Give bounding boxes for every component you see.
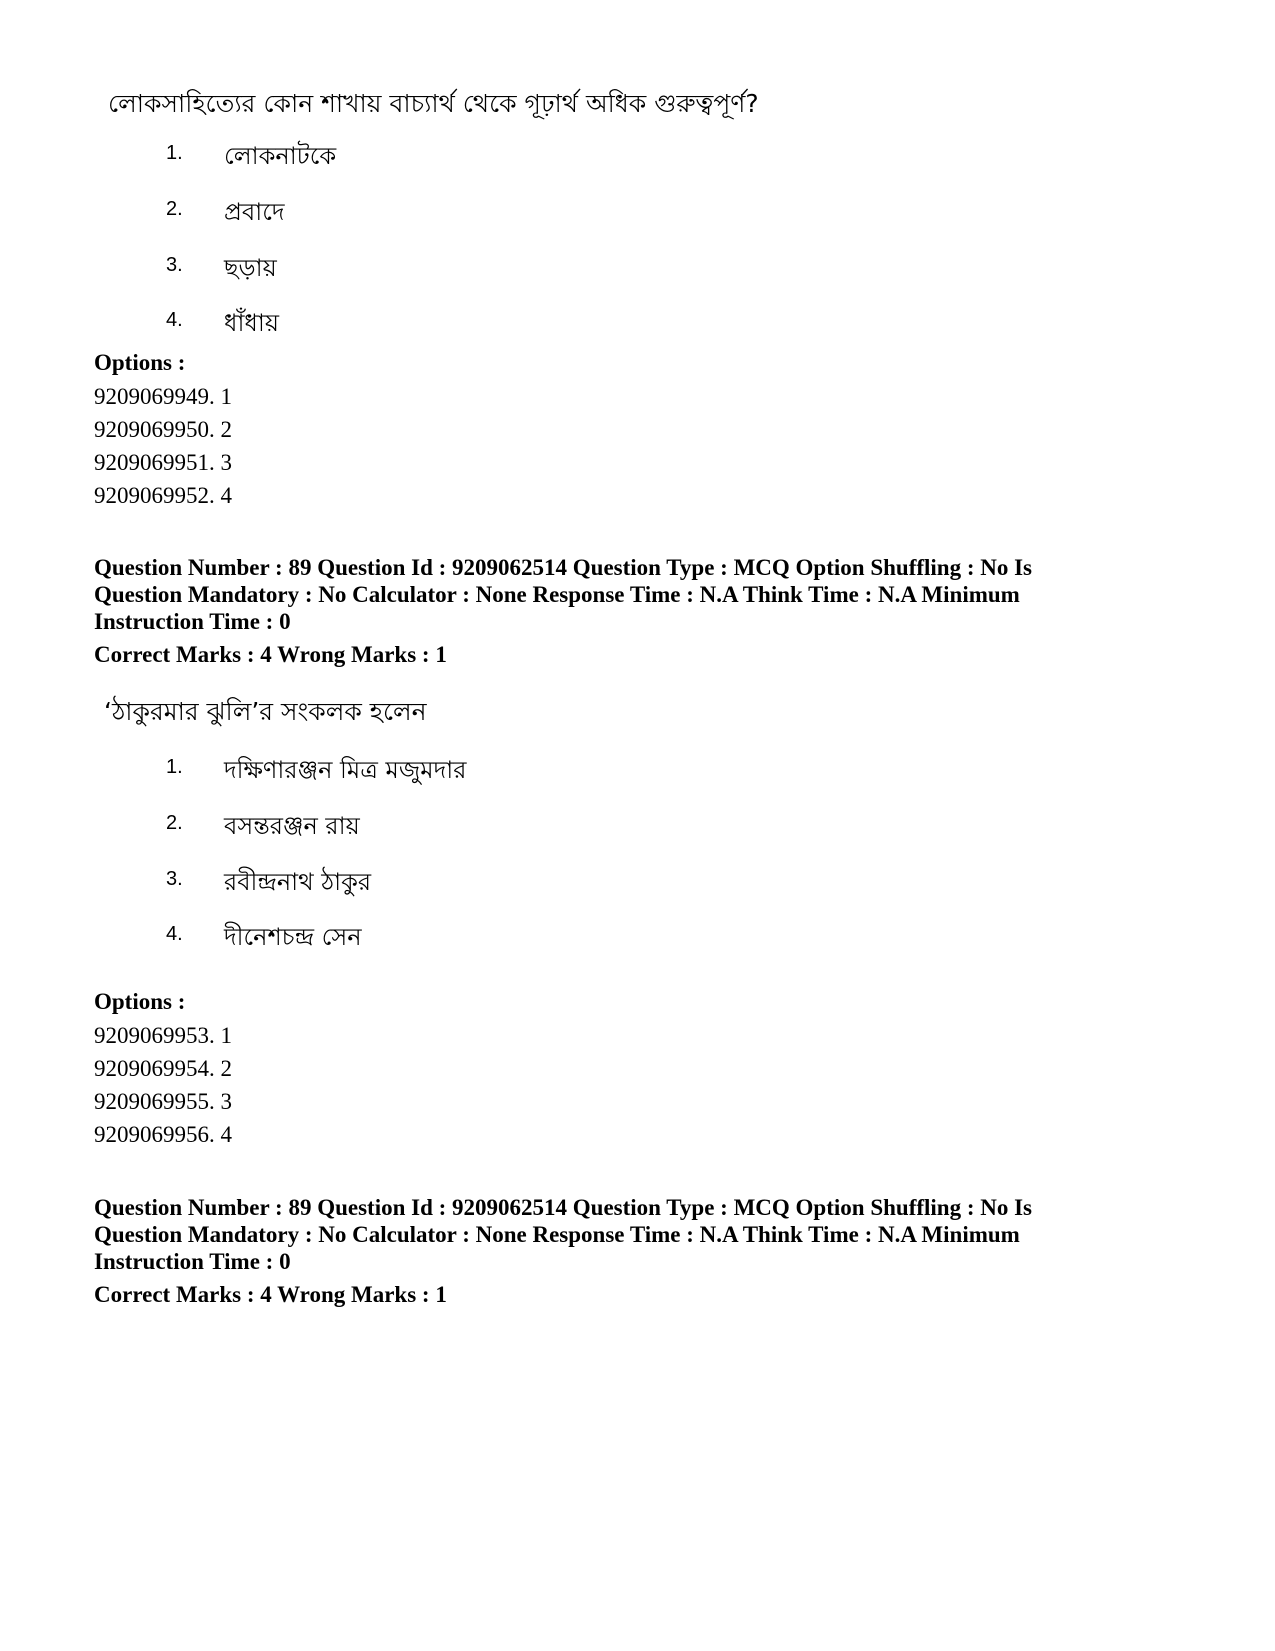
choice-number: 1. bbox=[166, 142, 183, 164]
question-meta bbox=[94, 554, 1214, 668]
choice-text: প্রবাদে bbox=[224, 198, 285, 226]
choice-number: 2. bbox=[166, 198, 183, 220]
marks-line: Correct Marks : 4 Wrong Marks : 1 bbox=[94, 642, 447, 667]
meta-line: Question Number : 89 Question Id : 9209062514 Question Type : MCQ Option Shuffling : No Is bbox=[94, 555, 1033, 580]
question-text: ‘ঠাকুরমার ঝুলি’র সংকলক হলেন bbox=[104, 697, 427, 726]
options-label: Options : bbox=[94, 350, 186, 375]
option-id: 9209069956. 4 bbox=[94, 1122, 232, 1147]
options-label: Options : bbox=[94, 989, 186, 1014]
marks-line: Correct Marks : 4 Wrong Marks : 1 bbox=[94, 1282, 447, 1307]
question-text: লোকসাহিত্যের কোন শাখায় বাচ্যার্থ থেকে গূঢ়ার্থ অধিক গুরুত্বপূর্ণ? bbox=[108, 89, 759, 118]
meta-line: Instruction Time : 0 bbox=[94, 1249, 291, 1274]
choice-number: 4. bbox=[166, 923, 183, 945]
choice-number: 2. bbox=[166, 812, 183, 834]
question-meta bbox=[94, 1194, 1214, 1308]
option-id-list bbox=[94, 1019, 232, 1151]
choice-number: 1. bbox=[166, 756, 183, 778]
option-id: 9209069952. 4 bbox=[94, 483, 232, 508]
option-id: 9209069951. 3 bbox=[94, 450, 232, 475]
choice-text: ধাঁধায় bbox=[224, 309, 279, 337]
choice-number: 3. bbox=[166, 254, 183, 276]
option-id-list bbox=[94, 380, 232, 512]
meta-line: Question Mandatory : No Calculator : None Response Time : N.A Think Time : N.A Minimum bbox=[94, 1222, 1020, 1247]
choice-number: 4. bbox=[166, 309, 183, 331]
option-id: 9209069949. 1 bbox=[94, 384, 232, 409]
choice-text: দক্ষিণারঞ্জন মিত্র মজুমদার bbox=[224, 756, 467, 784]
choice-text: লোকনাটকে bbox=[224, 142, 337, 170]
choice-text: রবীন্দ্রনাথ ঠাকুর bbox=[224, 868, 372, 896]
choice-text: বসন্তরঞ্জন রায় bbox=[224, 812, 360, 840]
meta-line: Instruction Time : 0 bbox=[94, 609, 291, 634]
meta-line: Question Number : 89 Question Id : 9209062514 Question Type : MCQ Option Shuffling : No Is bbox=[94, 1195, 1033, 1220]
choice-number: 3. bbox=[166, 868, 183, 890]
option-id: 9209069953. 1 bbox=[94, 1023, 232, 1048]
option-id: 9209069954. 2 bbox=[94, 1056, 232, 1081]
option-id: 9209069950. 2 bbox=[94, 417, 232, 442]
meta-line: Question Mandatory : No Calculator : None Response Time : N.A Think Time : N.A Minimum bbox=[94, 582, 1020, 607]
option-id: 9209069955. 3 bbox=[94, 1089, 232, 1114]
choice-text: ছড়ায় bbox=[224, 254, 277, 282]
choice-text: দীনেশচন্দ্র সেন bbox=[224, 923, 362, 951]
